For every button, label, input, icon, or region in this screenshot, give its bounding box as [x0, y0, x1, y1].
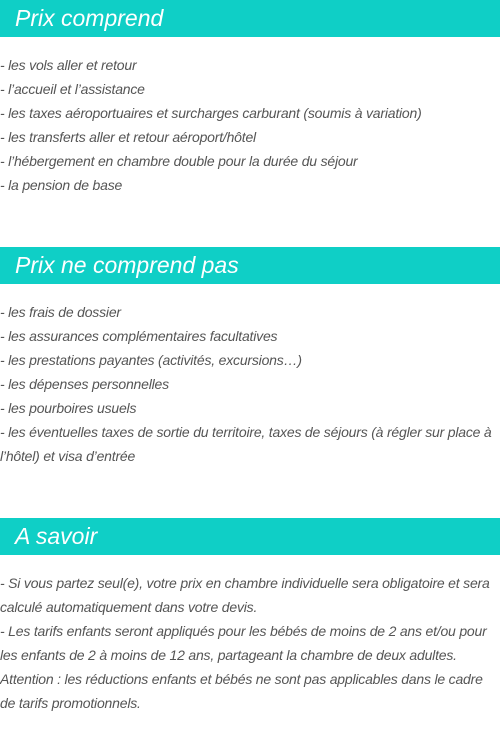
list-item: - les assurances complémentaires facultatives: [0, 328, 278, 344]
prix-ne-comprend-pas-list: [0, 300, 500, 468]
list-item: - les taxes aéroportuaires et surcharges carburant (soumis à variation): [0, 105, 422, 121]
list-item: - Les tarifs enfants seront appliqués pour les bébés de moins de 2 ans et/ou pour les enfants de 2 à moins de 12 ans, partageant la chambre de deux adultes.: [0, 623, 487, 663]
list-item: - les pourboires usuels: [0, 400, 137, 416]
section-title-prix-comprend: Prix comprend: [0, 0, 500, 37]
list-item: - les transferts aller et retour aéroport/hôtel: [0, 129, 256, 145]
list-item: - les dépenses personnelles: [0, 376, 169, 392]
list-item: Attention : les réductions enfants et bébés ne sont pas applicables dans le cadre de tarifs promotionnels.: [0, 671, 483, 711]
list-item: - l’accueil et l’assistance: [0, 81, 145, 97]
a-savoir-list: [0, 571, 500, 715]
list-item: - Si vous partez seul(e), votre prix en chambre individuelle sera obligatoire et sera calculé automatiquement dans votre devis.: [0, 575, 490, 615]
list-item: - l’hébergement en chambre double pour la durée du séjour: [0, 153, 358, 169]
section-title-a-savoir: A savoir: [0, 518, 500, 555]
section-title-prix-ne-comprend-pas: Prix ne comprend pas: [0, 247, 500, 284]
list-item: - les éventuelles taxes de sortie du territoire, taxes de séjours (à régler sur place à l’hôtel) et visa d’entrée: [0, 424, 492, 464]
list-item: - les prestations payantes (activités, excursions…): [0, 352, 302, 368]
list-item: - les vols aller et retour: [0, 57, 137, 73]
list-item: - les frais de dossier: [0, 304, 121, 320]
list-item: - la pension de base: [0, 177, 123, 193]
prix-comprend-list: [0, 53, 500, 197]
